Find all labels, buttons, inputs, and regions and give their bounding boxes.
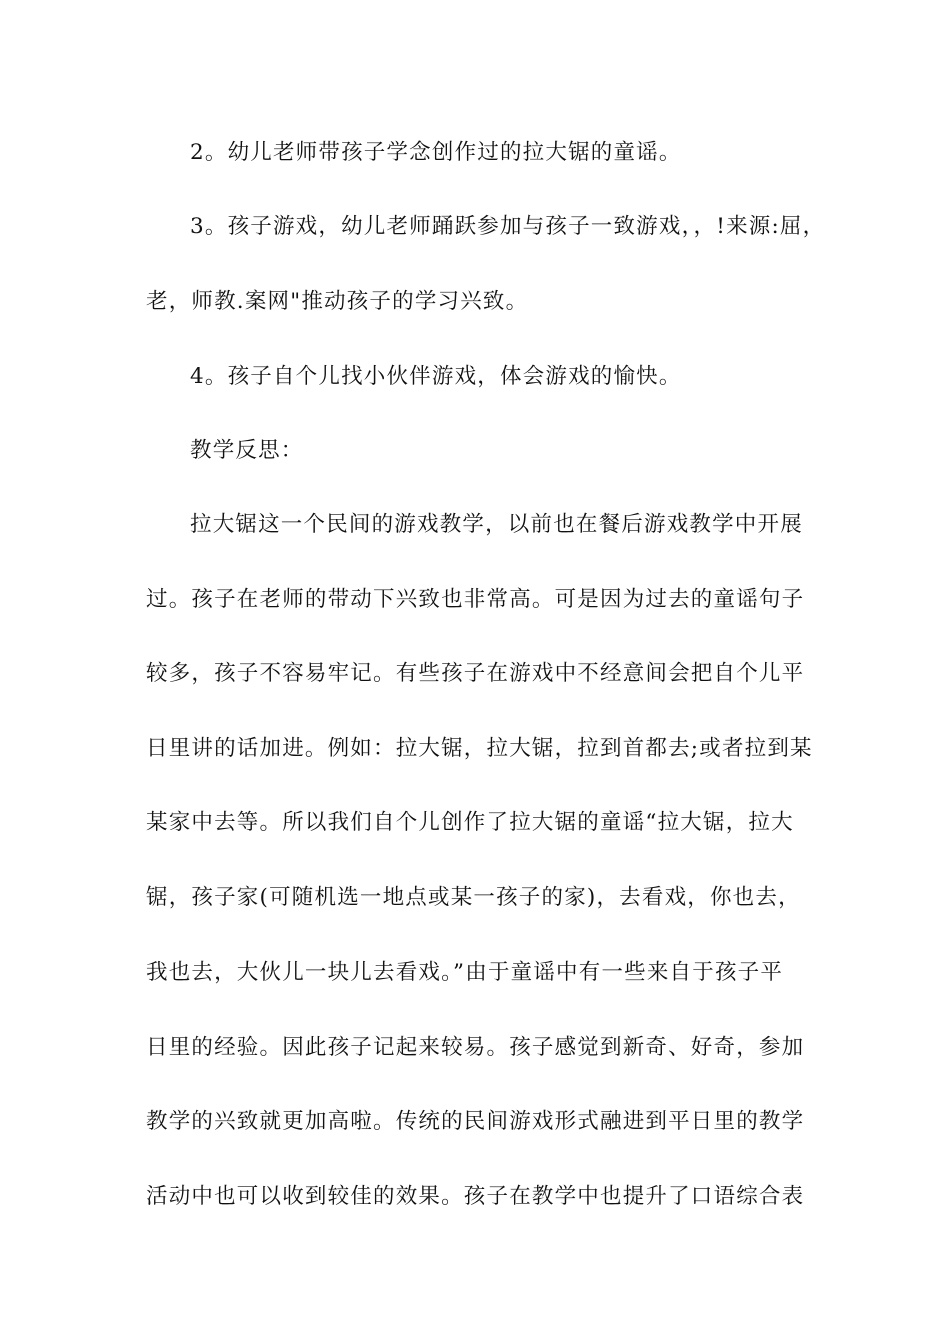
paragraph-line: 某家中去等。所以我们自个儿创作了拉大锯的童谣“拉大锯，拉大 <box>146 810 794 835</box>
section-heading-reflection: 教学反思： <box>190 438 304 463</box>
paragraph-line: 较多，孩子不容易牢记。有些孩子在游戏中不经意间会把自个儿平 <box>146 661 805 686</box>
paragraph-line: 教学的兴致就更加高啦。传统的民间游戏形式融进到平日里的教学 <box>146 1109 805 1134</box>
step-2-line: 2。幼儿老师带孩子学念创作过的拉大锯的童谣。 <box>190 140 682 165</box>
paragraph-line: 日里的经验。因此孩子记起来较易。孩子感觉到新奇、好奇，参加 <box>146 1035 805 1060</box>
paragraph-line: 日里讲的话加进。例如：拉大锯，拉大锯，拉到首都去;或者拉到某 <box>146 736 813 761</box>
paragraph-line: 过。孩子在老师的带动下兴致也非常高。可是因为过去的童谣句子 <box>146 587 805 612</box>
paragraph-line: 活动中也可以收到较佳的效果。孩子在教学中也提升了口语综合表 <box>146 1184 805 1209</box>
paragraph-line: 我也去，大伙儿一块儿去看戏。”由于童谣中有一些来自于孩子平 <box>146 960 784 985</box>
paragraph-line: 拉大锯这一个民间的游戏教学，以前也在餐后游戏教学中开展 <box>190 512 803 537</box>
step-3-line: 3。孩子游戏，幼儿老师踊跃参加与孩子一致游戏，，!来源:屈， <box>190 214 826 239</box>
paragraph-line: 锯，孩子家(可随机选一地点或某一孩子的家)，去看戏，你也去， <box>146 885 801 910</box>
step-4-line: 4。孩子自个儿找小伙伴游戏，体会游戏的愉快。 <box>190 364 682 389</box>
step-3-continued-line: 老，师教.案网"推动孩子的学习兴致。 <box>146 289 529 314</box>
